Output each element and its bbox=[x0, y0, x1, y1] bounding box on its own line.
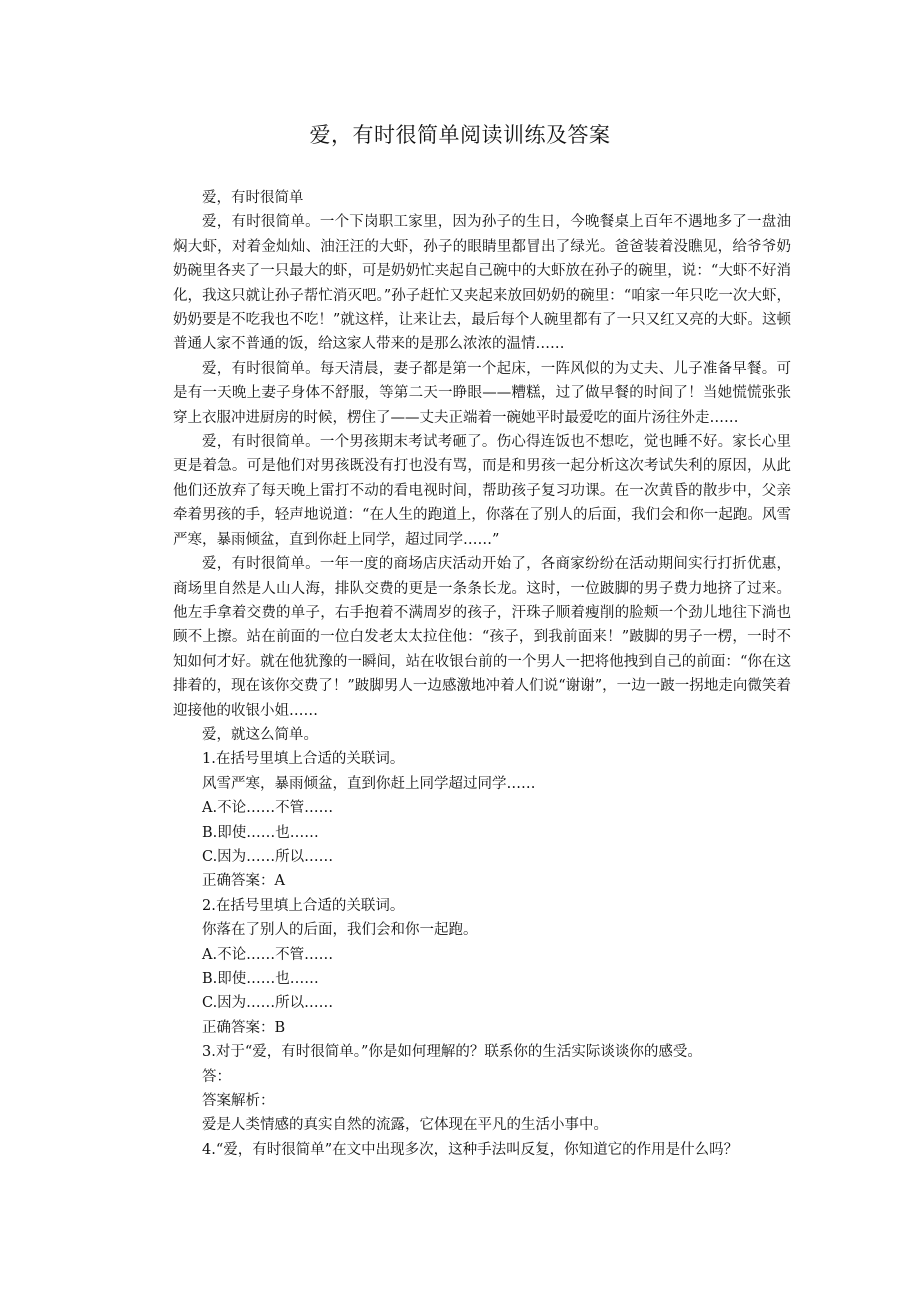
answer-analysis-label: 答案解析： bbox=[202, 1093, 275, 1110]
paragraph-5: 爱，就这么简单。 bbox=[202, 726, 318, 743]
document-title: 爱，有时很简单阅读训练及答案 bbox=[309, 123, 611, 147]
question-3: 3.对于“爱，有时很简单。”你是如何理解的？联系你的生活实际谈谈你的感受。 bbox=[202, 1044, 702, 1061]
question-2: 2.在括号里填上合适的关联词。 bbox=[202, 897, 405, 914]
question-2-option-c: C.因为……所以…… bbox=[202, 995, 334, 1012]
question-1-option-c: C.因为……所以…… bbox=[202, 848, 334, 865]
question-2-sentence: 你落在了别人的后面，我们会和你一起跑。 bbox=[202, 922, 478, 939]
question-2-answer: 正确答案：B bbox=[202, 1019, 286, 1036]
document-body bbox=[173, 186, 791, 1162]
question-4: 4.“爱，有时很简单”在文中出现多次，这种手法叫反复，你知道它的作用是什么吗？ bbox=[202, 1141, 739, 1158]
answer-analysis-text: 爱是人类情感的真实自然的流露，它体现在平凡的生活小事中。 bbox=[202, 1117, 608, 1134]
question-2-option-b: B.即使……也…… bbox=[202, 971, 319, 987]
question-1-option-a: A.不论……不管…… bbox=[202, 800, 334, 817]
question-1: 1.在括号里填上合适的关联词。 bbox=[202, 751, 405, 768]
paragraph-4: 爱，有时很简单。一年一度的商场店庆活动开始了，各商家纷纷在活动期间实行打折优惠，商场里自然是人山人海，排队交费的更是一条条长龙。这时，一位跛脚的男子费力地挤了过来。他左手拿着交费的单子，右手抱着不满周岁的孩子，汗珠子顺着瘦削的脸颊一个劲儿地往下淌也顾不上擦。站在前面的一位白发老太太拉住他：“孩子，到我前面来！”跛脚的男子一楞，一时不知如何才好。就在他犹豫的一瞬间，站在收银台前的一个男人一把将他拽到自己的前面：“你在这排着的，现在该你交费了！”跛脚男人一边感激地冲着人们说“谢谢”，一边一跛一拐地走向微笑着迎接他的收银小姐…… bbox=[173, 556, 791, 719]
question-3-answer-label: 答： bbox=[202, 1068, 231, 1085]
paragraph-2: 爱，有时很简单。每天清晨，妻子都是第一个起床，一阵风似的为丈夫、儿子准备早餐。可是有一天晚上妻子身体不舒服，等第二天一睁眼——糟糕，过了做早餐的时间了！当她慌慌张张穿上衣服冲进厨房的时候，楞住了——丈夫正端着一碗她平时最爱吃的面片汤往外走…… bbox=[173, 360, 791, 426]
question-1-answer: 正确答案：A bbox=[202, 873, 285, 890]
paragraph-3: 爱，有时很简单。一个男孩期末考试考砸了。伤心得连饭也不想吃，觉也睡不好。家长心里更是着急。可是他们对男孩既没有打也没有骂，而是和男孩一起分析这次考试失利的原因，从此他们还放弃了每天晚上雷打不动的看电视时间，帮助孩子复习功课。在一次黄昏的散步中，父亲牵着男孩的手，轻声地说道：“在人生的跑道上，你落在了别人的后面，我们会和你一起跑。风雪严寒，暴雨倾盆，直到你赶上同学，超过同学……” bbox=[173, 434, 791, 548]
paragraph-1: 爱，有时很简单。一个下岗职工家里，因为孙子的生日，今晚餐桌上百年不遇地多了一盘油焖大虾，对着金灿灿、油汪汪的大虾，孙子的眼睛里都冒出了绿光。爸爸装着没瞧见，给爷爷奶奶碗里各夹了一只最大的虾，可是奶奶忙夹起自己碗中的大虾放在孙子的碗里，说：“大虾不好消化，我这只就让孙子帮忙消灭吧。”孙子赶忙又夹起来放回奶奶的碗里：“咱家一年只吃一次大虾，奶奶要是不吃我也不吃！”就这样，让来让去，最后每个人碗里都有了一只又红又亮的大虾。这顿普通人家不普通的饭，给这家人带来的是那么浓浓的温情…… bbox=[173, 214, 791, 353]
subtitle: 爱，有时很简单 bbox=[202, 190, 304, 206]
question-2-option-a: A.不论……不管…… bbox=[202, 946, 334, 963]
question-1-sentence: 风雪严寒，暴雨倾盆，直到你赶上同学超过同学…… bbox=[202, 775, 536, 792]
question-1-option-b: B.即使……也…… bbox=[202, 824, 319, 841]
